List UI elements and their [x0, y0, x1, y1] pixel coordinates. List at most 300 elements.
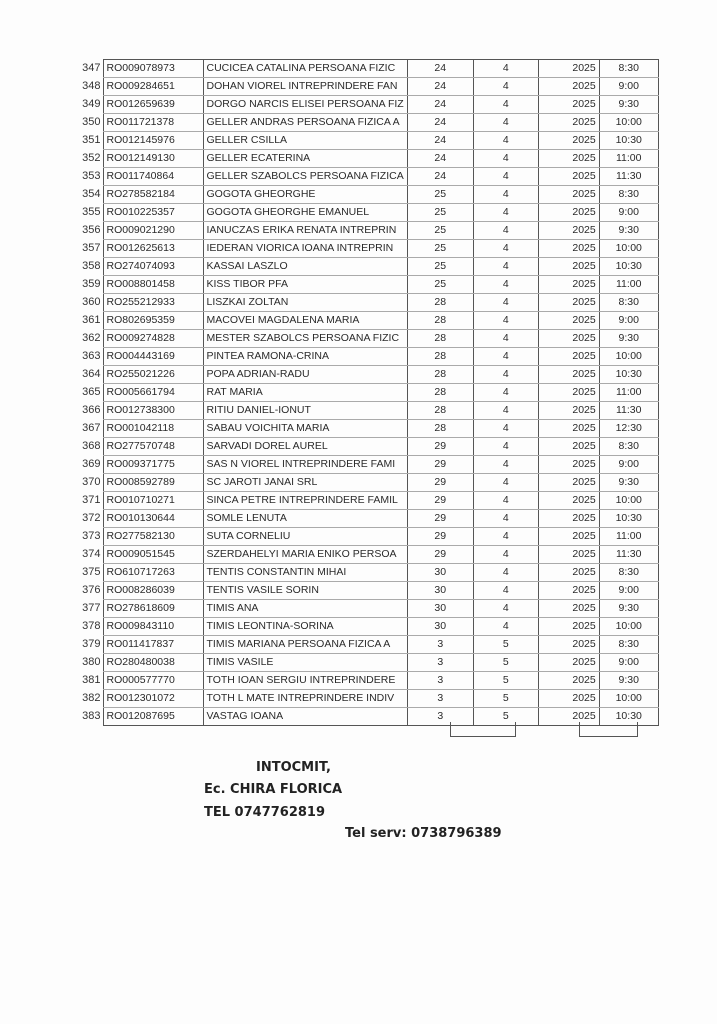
- fiscal-code: RO011721378: [103, 114, 203, 132]
- year-cell: 2025: [538, 402, 599, 420]
- taxpayer-name: SARVADI DOREL AUREL: [203, 438, 407, 456]
- row-number: 365: [82, 386, 101, 398]
- row-number: 363: [82, 350, 101, 362]
- time-cell: 9:30: [599, 222, 658, 240]
- day-cell: 29: [407, 456, 473, 474]
- table-row: [78, 528, 658, 546]
- taxpayer-name: TOTH L MATE INTREPRINDERE INDIV: [203, 690, 407, 708]
- fiscal-code: RO008592789: [103, 474, 203, 492]
- time-cell: 9:00: [599, 654, 658, 672]
- month-cell: 4: [473, 600, 538, 618]
- month-cell: 4: [473, 474, 538, 492]
- day-cell: 25: [407, 204, 473, 222]
- fiscal-code: RO278618609: [103, 600, 203, 618]
- year-cell: 2025: [538, 240, 599, 258]
- fiscal-code: RO274074093: [103, 258, 203, 276]
- year-cell: 2025: [538, 636, 599, 654]
- taxpayer-name: SAS N VIOREL INTREPRINDERE FAMI: [203, 456, 407, 474]
- month-cell: 4: [473, 258, 538, 276]
- row-number: 373: [82, 530, 101, 542]
- month-cell: 4: [473, 564, 538, 582]
- year-cell: 2025: [538, 168, 599, 186]
- row-number: 354: [82, 188, 101, 200]
- day-cell: 30: [407, 564, 473, 582]
- table-row: [78, 582, 658, 600]
- row-number: 368: [82, 440, 101, 452]
- day-cell: 25: [407, 222, 473, 240]
- table-row: [78, 60, 658, 78]
- month-cell: 5: [473, 690, 538, 708]
- row-number: 358: [82, 260, 101, 272]
- time-cell: 9:30: [599, 330, 658, 348]
- time-cell: 10:00: [599, 492, 658, 510]
- day-cell: 3: [407, 708, 473, 726]
- fiscal-code: RO000577770: [103, 672, 203, 690]
- contact-phone: TEL 0747762819: [204, 805, 326, 820]
- time-cell: 11:00: [599, 528, 658, 546]
- day-cell: 29: [407, 546, 473, 564]
- taxpayer-name: MESTER SZABOLCS PERSOANA FIZIC: [203, 330, 407, 348]
- time-cell: 9:00: [599, 204, 658, 222]
- row-number: 377: [82, 602, 101, 614]
- month-cell: 4: [473, 366, 538, 384]
- time-cell: 10:00: [599, 240, 658, 258]
- taxpayer-name: GELLER CSILLA: [203, 132, 407, 150]
- time-cell: 11:30: [599, 402, 658, 420]
- taxpayer-name: GELLER ECATERINA: [203, 150, 407, 168]
- fiscal-code: RO010710271: [103, 492, 203, 510]
- month-cell: 4: [473, 150, 538, 168]
- fiscal-code: RO610717263: [103, 564, 203, 582]
- fiscal-code: RO009274828: [103, 330, 203, 348]
- day-cell: 24: [407, 96, 473, 114]
- table-row: [78, 654, 658, 672]
- fiscal-code: RO012149130: [103, 150, 203, 168]
- fiscal-code: RO012087695: [103, 708, 203, 726]
- taxpayer-name: RAT MARIA: [203, 384, 407, 402]
- row-number: 380: [82, 656, 101, 668]
- fiscal-code: RO011740864: [103, 168, 203, 186]
- year-cell: 2025: [538, 384, 599, 402]
- time-cell: 8:30: [599, 60, 658, 78]
- day-cell: 3: [407, 654, 473, 672]
- time-cell: 8:30: [599, 636, 658, 654]
- day-cell: 29: [407, 528, 473, 546]
- fiscal-code: RO009284651: [103, 78, 203, 96]
- prepared-by-name: Ec. CHIRA FLORICA: [204, 782, 343, 797]
- fiscal-code: RO008286039: [103, 582, 203, 600]
- day-cell: 28: [407, 420, 473, 438]
- day-cell: 28: [407, 330, 473, 348]
- month-cell: 4: [473, 618, 538, 636]
- table-row: [78, 456, 658, 474]
- fiscal-code: RO012145976: [103, 132, 203, 150]
- taxpayer-name: SOMLE LENUTA: [203, 510, 407, 528]
- fiscal-code: RO009078973: [103, 60, 203, 78]
- row-number: 372: [82, 512, 101, 524]
- fiscal-code: RO802695359: [103, 312, 203, 330]
- row-number: 362: [82, 332, 101, 344]
- day-cell: 28: [407, 348, 473, 366]
- year-cell: 2025: [538, 132, 599, 150]
- table-row: [78, 294, 658, 312]
- day-cell: 25: [407, 258, 473, 276]
- month-cell: 4: [473, 528, 538, 546]
- fiscal-code: RO010130644: [103, 510, 203, 528]
- row-number: 371: [82, 494, 101, 506]
- time-cell: 11:00: [599, 384, 658, 402]
- fiscal-code: RO255021226: [103, 366, 203, 384]
- taxpayer-name: SABAU VOICHITA MARIA: [203, 420, 407, 438]
- service-phone: Tel serv: 0738796389: [345, 826, 502, 841]
- table-row: [78, 474, 658, 492]
- month-cell: 4: [473, 186, 538, 204]
- month-cell: 4: [473, 96, 538, 114]
- taxpayer-name: TOTH IOAN SERGIU INTREPRINDERE: [203, 672, 407, 690]
- row-number: 374: [82, 548, 101, 560]
- year-cell: 2025: [538, 690, 599, 708]
- month-cell: 5: [473, 636, 538, 654]
- schedule-table: [78, 59, 659, 726]
- month-cell: 4: [473, 510, 538, 528]
- day-cell: 24: [407, 60, 473, 78]
- row-number: 367: [82, 422, 101, 434]
- time-cell: 10:00: [599, 348, 658, 366]
- table-row: [78, 402, 658, 420]
- month-cell: 4: [473, 222, 538, 240]
- row-number: 350: [82, 116, 101, 128]
- taxpayer-name: SUTA CORNELIU: [203, 528, 407, 546]
- time-cell: 10:30: [599, 366, 658, 384]
- day-cell: 24: [407, 168, 473, 186]
- year-cell: 2025: [538, 582, 599, 600]
- row-number: 383: [82, 710, 101, 722]
- year-cell: 2025: [538, 456, 599, 474]
- row-number: 361: [82, 314, 101, 326]
- taxpayer-name: GELLER ANDRAS PERSOANA FIZICA A: [203, 114, 407, 132]
- month-cell: 4: [473, 204, 538, 222]
- row-number: 369: [82, 458, 101, 470]
- table-row: [78, 618, 658, 636]
- row-number: 348: [82, 80, 101, 92]
- time-cell: 9:30: [599, 474, 658, 492]
- year-cell: 2025: [538, 672, 599, 690]
- month-cell: 5: [473, 708, 538, 726]
- fiscal-code: RO004443169: [103, 348, 203, 366]
- time-cell: 8:30: [599, 438, 658, 456]
- time-cell: 10:30: [599, 258, 658, 276]
- day-cell: 24: [407, 114, 473, 132]
- empty-cell-time: [579, 722, 638, 737]
- time-cell: 10:00: [599, 618, 658, 636]
- month-cell: 4: [473, 276, 538, 294]
- time-cell: 9:00: [599, 78, 658, 96]
- row-number: 352: [82, 152, 101, 164]
- row-number: 370: [82, 476, 101, 488]
- day-cell: 24: [407, 132, 473, 150]
- time-cell: 8:30: [599, 186, 658, 204]
- year-cell: 2025: [538, 420, 599, 438]
- time-cell: 10:30: [599, 708, 658, 726]
- fiscal-code: RO278582184: [103, 186, 203, 204]
- table-row: [78, 312, 658, 330]
- fiscal-code: RO012659639: [103, 96, 203, 114]
- time-cell: 10:00: [599, 690, 658, 708]
- day-cell: 28: [407, 294, 473, 312]
- taxpayer-name: VASTAG IOANA: [203, 708, 407, 726]
- month-cell: 4: [473, 78, 538, 96]
- fiscal-code: RO009843110: [103, 618, 203, 636]
- taxpayer-name: DOHAN VIOREL INTREPRINDERE FAN: [203, 78, 407, 96]
- day-cell: 24: [407, 78, 473, 96]
- month-cell: 4: [473, 402, 538, 420]
- year-cell: 2025: [538, 654, 599, 672]
- fiscal-code: RO009021290: [103, 222, 203, 240]
- year-cell: 2025: [538, 114, 599, 132]
- taxpayer-name: TENTIS CONSTANTIN MIHAI: [203, 564, 407, 582]
- day-cell: 30: [407, 618, 473, 636]
- table-row: [78, 510, 658, 528]
- fiscal-code: RO012738300: [103, 402, 203, 420]
- taxpayer-name: GOGOTA GHEORGHE EMANUEL: [203, 204, 407, 222]
- table-row: [78, 132, 658, 150]
- time-cell: 8:30: [599, 564, 658, 582]
- taxpayer-name: POPA ADRIAN-RADU: [203, 366, 407, 384]
- month-cell: 4: [473, 546, 538, 564]
- day-cell: 3: [407, 672, 473, 690]
- year-cell: 2025: [538, 600, 599, 618]
- row-number: 382: [82, 692, 101, 704]
- month-cell: 4: [473, 60, 538, 78]
- table-row: [78, 564, 658, 582]
- year-cell: 2025: [538, 276, 599, 294]
- taxpayer-name: TIMIS VASILE: [203, 654, 407, 672]
- row-number: 359: [82, 278, 101, 290]
- year-cell: 2025: [538, 222, 599, 240]
- day-cell: 29: [407, 510, 473, 528]
- year-cell: 2025: [538, 366, 599, 384]
- month-cell: 4: [473, 330, 538, 348]
- row-number: 353: [82, 170, 101, 182]
- table-row: [78, 708, 658, 726]
- fiscal-code: RO012301072: [103, 690, 203, 708]
- taxpayer-name: TENTIS VASILE SORIN: [203, 582, 407, 600]
- time-cell: 10:30: [599, 132, 658, 150]
- year-cell: 2025: [538, 330, 599, 348]
- month-cell: 4: [473, 582, 538, 600]
- table-row: [78, 240, 658, 258]
- empty-cell-month: [450, 722, 516, 737]
- row-number: 356: [82, 224, 101, 236]
- time-cell: 8:30: [599, 294, 658, 312]
- year-cell: 2025: [538, 186, 599, 204]
- time-cell: 9:30: [599, 600, 658, 618]
- month-cell: 4: [473, 294, 538, 312]
- year-cell: 2025: [538, 528, 599, 546]
- taxpayer-name: TIMIS LEONTINA-SORINA: [203, 618, 407, 636]
- taxpayer-name: SINCA PETRE INTREPRINDERE FAMIL: [203, 492, 407, 510]
- row-number: 376: [82, 584, 101, 596]
- month-cell: 4: [473, 132, 538, 150]
- table-row: [78, 348, 658, 366]
- year-cell: 2025: [538, 294, 599, 312]
- taxpayer-name: TIMIS ANA: [203, 600, 407, 618]
- year-cell: 2025: [538, 438, 599, 456]
- month-cell: 4: [473, 114, 538, 132]
- taxpayer-name: SC JAROTI JANAI SRL: [203, 474, 407, 492]
- row-number: 375: [82, 566, 101, 578]
- time-cell: 11:30: [599, 546, 658, 564]
- fiscal-code: RO280480038: [103, 654, 203, 672]
- day-cell: 29: [407, 438, 473, 456]
- day-cell: 3: [407, 690, 473, 708]
- time-cell: 10:00: [599, 114, 658, 132]
- table-row: [78, 438, 658, 456]
- day-cell: 28: [407, 312, 473, 330]
- year-cell: 2025: [538, 60, 599, 78]
- year-cell: 2025: [538, 474, 599, 492]
- row-number: 378: [82, 620, 101, 632]
- time-cell: 9:00: [599, 582, 658, 600]
- year-cell: 2025: [538, 258, 599, 276]
- time-cell: 9:00: [599, 456, 658, 474]
- year-cell: 2025: [538, 348, 599, 366]
- month-cell: 4: [473, 492, 538, 510]
- month-cell: 5: [473, 654, 538, 672]
- taxpayer-name: IEDERAN VIORICA IOANA INTREPRIN: [203, 240, 407, 258]
- taxpayer-name: TIMIS MARIANA PERSOANA FIZICA A: [203, 636, 407, 654]
- day-cell: 29: [407, 474, 473, 492]
- taxpayer-name: MACOVEI MAGDALENA MARIA: [203, 312, 407, 330]
- month-cell: 5: [473, 672, 538, 690]
- prepared-by-label: INTOCMIT,: [256, 760, 331, 775]
- fiscal-code: RO010225357: [103, 204, 203, 222]
- month-cell: 4: [473, 456, 538, 474]
- taxpayer-name: LISZKAI ZOLTAN: [203, 294, 407, 312]
- year-cell: 2025: [538, 618, 599, 636]
- time-cell: 11:00: [599, 150, 658, 168]
- table-row: [78, 78, 658, 96]
- row-number: 381: [82, 674, 101, 686]
- fiscal-code: RO008801458: [103, 276, 203, 294]
- day-cell: 29: [407, 492, 473, 510]
- year-cell: 2025: [538, 546, 599, 564]
- table-row: [78, 150, 658, 168]
- row-number: 351: [82, 134, 101, 146]
- taxpayer-name: CUCICEA CATALINA PERSOANA FIZIC: [203, 60, 407, 78]
- table-row: [78, 114, 658, 132]
- table-row: [78, 204, 658, 222]
- year-cell: 2025: [538, 78, 599, 96]
- table-row: [78, 258, 658, 276]
- day-cell: 28: [407, 384, 473, 402]
- table-row: [78, 186, 658, 204]
- taxpayer-name: GELLER SZABOLCS PERSOANA FIZICA: [203, 168, 407, 186]
- table-row: [78, 330, 658, 348]
- fiscal-code: RO005661794: [103, 384, 203, 402]
- table-row: [78, 384, 658, 402]
- fiscal-code: RO009051545: [103, 546, 203, 564]
- table-row: [78, 636, 658, 654]
- month-cell: 4: [473, 168, 538, 186]
- year-cell: 2025: [538, 510, 599, 528]
- day-cell: 24: [407, 150, 473, 168]
- taxpayer-name: SZERDAHELYI MARIA ENIKO PERSOA: [203, 546, 407, 564]
- row-number: 347: [82, 62, 101, 74]
- time-cell: 10:30: [599, 510, 658, 528]
- row-number: 360: [82, 296, 101, 308]
- table-row: [78, 492, 658, 510]
- table-row: [78, 690, 658, 708]
- time-cell: 9:30: [599, 672, 658, 690]
- row-number: 349: [82, 98, 101, 110]
- fiscal-code: RO255212933: [103, 294, 203, 312]
- row-number: 366: [82, 404, 101, 416]
- fiscal-code: RO277582130: [103, 528, 203, 546]
- table-row: [78, 600, 658, 618]
- taxpayer-name: KISS TIBOR PFA: [203, 276, 407, 294]
- fiscal-code: RO277570748: [103, 438, 203, 456]
- month-cell: 4: [473, 384, 538, 402]
- table-row: [78, 96, 658, 114]
- year-cell: 2025: [538, 564, 599, 582]
- row-number: 364: [82, 368, 101, 380]
- time-cell: 9:30: [599, 96, 658, 114]
- month-cell: 4: [473, 348, 538, 366]
- fiscal-code: RO001042118: [103, 420, 203, 438]
- day-cell: 30: [407, 582, 473, 600]
- row-number: 357: [82, 242, 101, 254]
- taxpayer-name: GOGOTA GHEORGHE: [203, 186, 407, 204]
- day-cell: 28: [407, 402, 473, 420]
- fiscal-code: RO012625613: [103, 240, 203, 258]
- table-row: [78, 168, 658, 186]
- month-cell: 4: [473, 420, 538, 438]
- table-row: [78, 222, 658, 240]
- month-cell: 4: [473, 312, 538, 330]
- day-cell: 3: [407, 636, 473, 654]
- month-cell: 4: [473, 240, 538, 258]
- table-row: [78, 420, 658, 438]
- table-row: [78, 276, 658, 294]
- year-cell: 2025: [538, 96, 599, 114]
- day-cell: 25: [407, 276, 473, 294]
- time-cell: 9:00: [599, 312, 658, 330]
- time-cell: 11:00: [599, 276, 658, 294]
- row-number: 379: [82, 638, 101, 650]
- time-cell: 11:30: [599, 168, 658, 186]
- taxpayer-name: KASSAI LASZLO: [203, 258, 407, 276]
- fiscal-code: RO011417837: [103, 636, 203, 654]
- table-row: [78, 546, 658, 564]
- table-row: [78, 672, 658, 690]
- table-row: [78, 366, 658, 384]
- row-number: 355: [82, 206, 101, 218]
- day-cell: 25: [407, 240, 473, 258]
- day-cell: 25: [407, 186, 473, 204]
- taxpayer-name: DORGO NARCIS ELISEI PERSOANA FIZ: [203, 96, 407, 114]
- day-cell: 30: [407, 600, 473, 618]
- year-cell: 2025: [538, 312, 599, 330]
- month-cell: 4: [473, 438, 538, 456]
- fiscal-code: RO009371775: [103, 456, 203, 474]
- year-cell: 2025: [538, 708, 599, 726]
- day-cell: 28: [407, 366, 473, 384]
- year-cell: 2025: [538, 492, 599, 510]
- taxpayer-name: IANUCZAS ERIKA RENATA INTREPRIN: [203, 222, 407, 240]
- time-cell: 12:30: [599, 420, 658, 438]
- year-cell: 2025: [538, 204, 599, 222]
